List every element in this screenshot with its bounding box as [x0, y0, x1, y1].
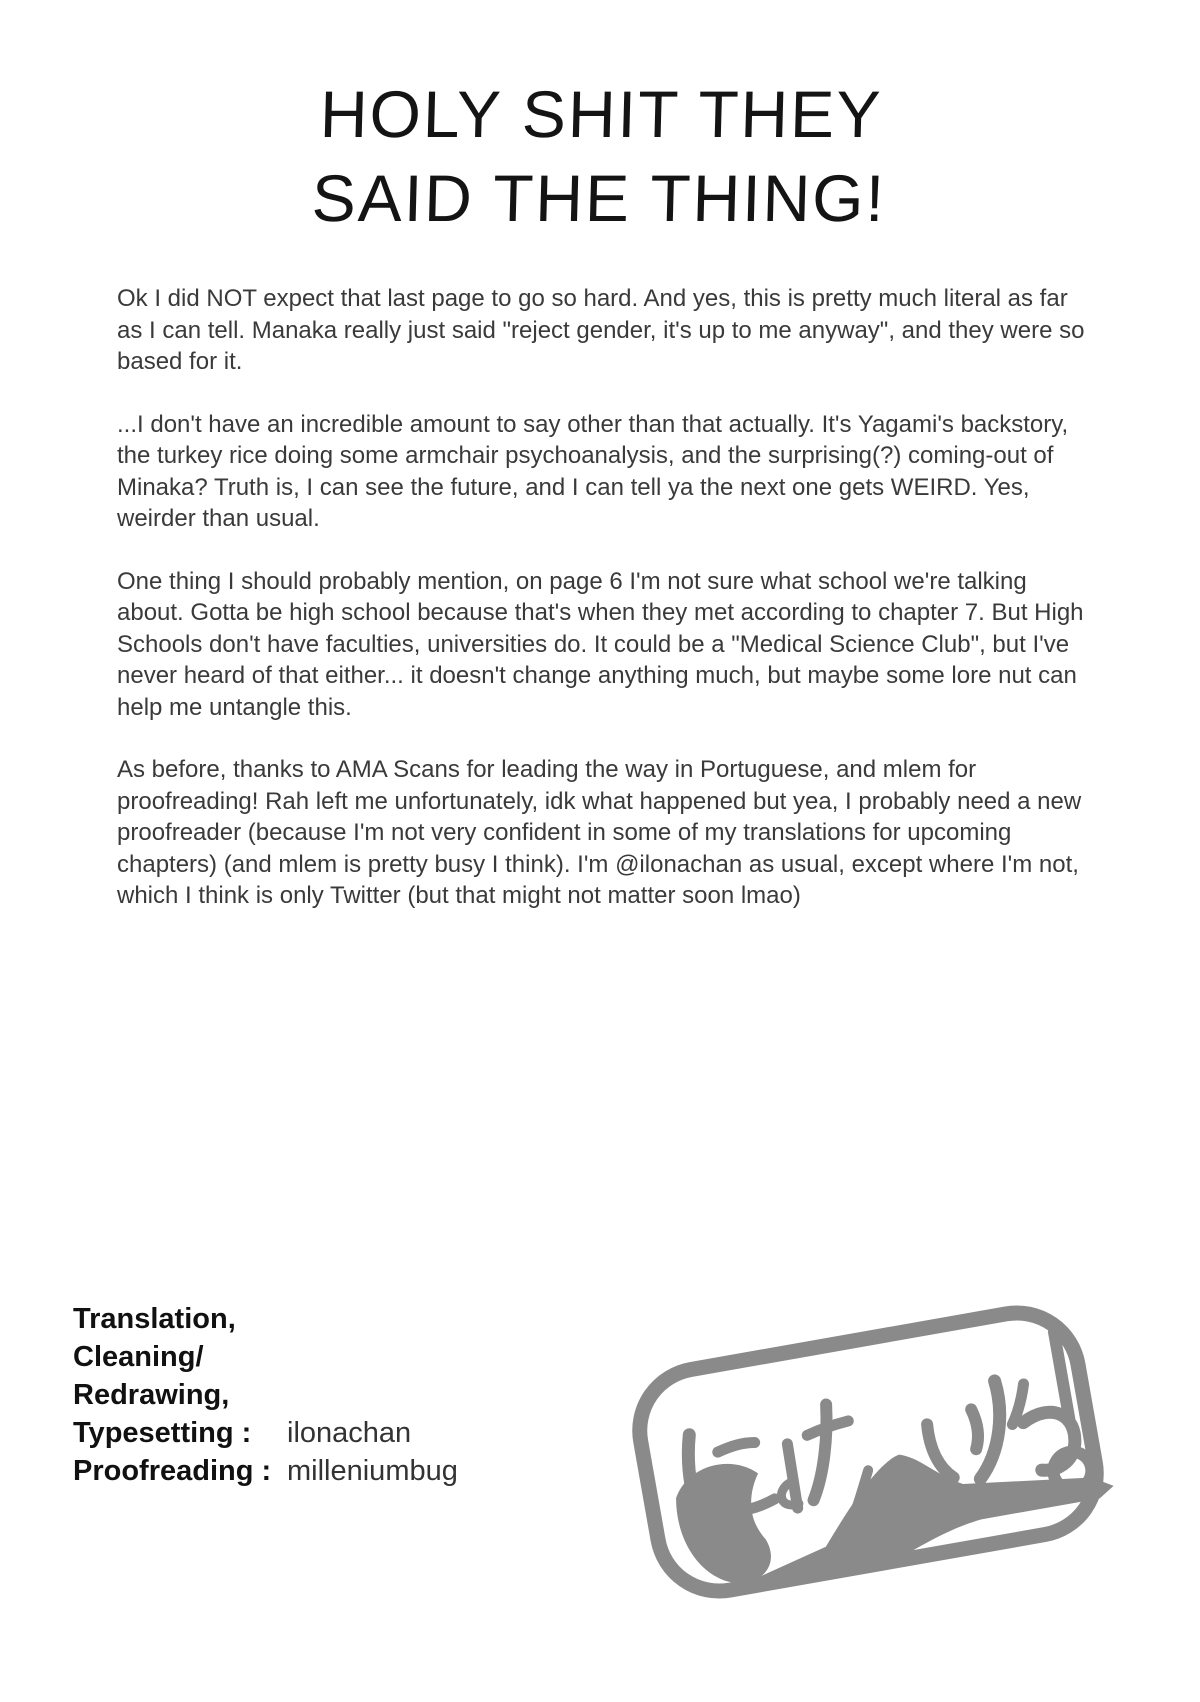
stamp-maru-ring — [1050, 1449, 1094, 1493]
credits-block — [73, 1300, 458, 1490]
notes-body — [117, 283, 1092, 943]
credit-row-proofreading — [73, 1452, 458, 1490]
credit-role-line: Cleaning/ — [73, 1341, 204, 1373]
credit-role-line: Translation, — [73, 1303, 236, 1335]
notes-paragraph: ...I don't have an incredible amount to say other than that actually. It's Yagami's backstory, the turkey rice doing some armchair psychoanalysis, and the surprising(?) coming-out of Minaka? Truth is, I can see the future, and I can tell ya the next one gets WEIRD. Yes, weirder than usual. — [117, 410, 1069, 532]
nyotaikatsu-stamp — [621, 1294, 1116, 1610]
credit-value: ilonachan — [287, 1417, 412, 1449]
credit-label: Typesetting : — [73, 1417, 252, 1449]
page-title — [0, 72, 1200, 240]
page-title-line2: SAID THE THING! — [310, 161, 887, 235]
credit-value: milleniumbug — [287, 1455, 458, 1487]
notes-paragraph: One thing I should probably mention, on page 6 I'm not sure what school we're talking about. Gotta be high school because that's when they met according to chapter 7. But High Schools don't have faculties, universities do. It could be a "Medical Science Club", but I've never heard of that either... it doesn't change anything much, but maybe some lore nut can help me untangle this. — [117, 567, 1084, 721]
credit-label: Proofreading : — [73, 1455, 272, 1487]
credit-row-typesetting — [73, 1414, 458, 1452]
stamp-graphic — [621, 1294, 1116, 1610]
notes-paragraph: Ok I did NOT expect that last page to go so hard. And yes, this is pretty much literal as far as I can tell. Manaka really just said "reject gender, it's up to me anyway", and they were so based for it. — [117, 285, 1085, 375]
page-title-line1: HOLY SHIT THEY — [318, 77, 884, 151]
credit-role-line: Redrawing, — [73, 1379, 230, 1411]
notes-paragraph: As before, thanks to AMA Scans for leading the way in Portuguese, and mlem for proofreading! Rah left me unfortunately, idk what happened but yea, I probably need a new proofreader (because I'm not very confident in some of my translations for upcoming chapters) (and mlem is pretty busy I think). I'm @ilonachan as usual, except where I'm not, which I think is only Twitter (but that might not matter soon lmao) — [117, 756, 1082, 909]
